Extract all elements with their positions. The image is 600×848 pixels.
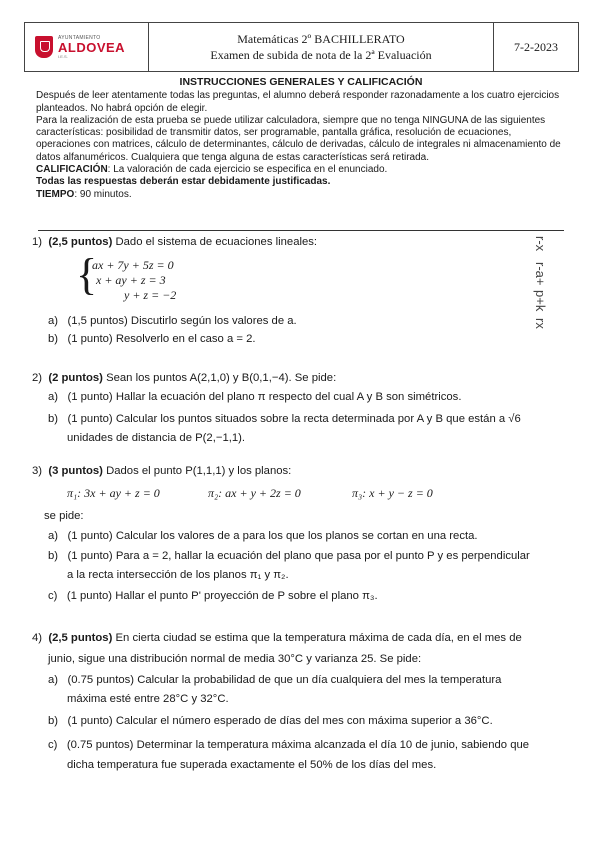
q4-part-a [48,671,501,689]
q3-part-a [48,527,478,545]
q3a-text: Calcular los valores de a para los que los planos se cortan en una recta. [115,530,478,542]
time-label: TIEMPO [36,188,75,200]
school-logo [25,23,149,71]
q2-points: (2 puntos) [48,372,103,384]
q4-part-a-cont: máxima esté entre 28°C y 32°C. [67,693,229,705]
q1-eq1: ax + 7y + 5z = 0 [92,258,174,272]
q3b-text: Para a = 2, hallar la ecuación del plano que pasa por el punto P y es perpendicular [115,550,530,562]
q1a-text: Discutirlo según los valores de a. [130,315,297,327]
plane-3: π₃: x + y − z = 0 [352,486,433,500]
q2a-text: Hallar la ecuación del plano π respecto del cual A y B son simétricos. [115,391,462,403]
justify-line [36,176,566,188]
q1-part-b [48,330,256,348]
q2b-points: (1 punto) [67,413,113,425]
q4a-text: Calcular la probabilidad de que un día cualquiera del mes la temperatura [137,674,502,686]
grading-text: : La valoración de cada ejercicio se especifica en el enunciado. [107,164,388,176]
q2-text: Sean los puntos A(2,1,0) y B(0,1,−4). Se pide: [106,372,337,384]
q3a-points: (1 punto) [67,530,113,542]
margin-note-3: p+k [533,290,548,312]
q1-part-a [48,312,297,330]
q2-part-a [48,388,461,406]
q2b-text: Calcular los puntos situados sobre la recta determinada por A y B que están a √6 [115,413,521,425]
q2-part-b [48,410,521,428]
plane-2: π₂: ax + y + 2z = 0 [208,486,301,500]
q3c-text: Hallar el punto P' proyección de P sobre el plano π₃. [115,590,378,602]
divider [38,230,564,231]
exam-title: Matemáticas 2º BACHILLERATO [237,31,405,46]
logo-name: ALDOVEA [58,39,126,55]
q4-number: 4) [32,632,43,644]
q4-part-c-cont: dicha temperatura fue superada exactamente el 50% de los días del mes. [67,759,437,771]
q1-text: Dado el sistema de ecuaciones lineales: [115,236,318,248]
q3a-label: a) [48,530,59,542]
exam-header [24,22,579,72]
q2a-points: (1 punto) [67,391,113,403]
q4b-text: Calcular el número esperado de días del mes con máxima superior a 36°C. [115,715,493,727]
q2-part-b-cont: unidades de distancia de P(2,−1,1). [67,432,246,444]
q4a-points: (0.75 puntos) [67,674,135,686]
q3-part-b [48,547,530,565]
q1b-text: Resolverlo en el caso a = 2. [115,333,256,345]
q1-eq2: x + ay + z = 3 [96,273,166,287]
q3c-points: (1 punto) [66,590,113,602]
q1-points: (2,5 puntos) [48,236,113,248]
q2-statement [32,369,336,387]
q3-se-pide: se pide: [44,510,84,522]
grading-line [36,164,566,176]
q4a-label: a) [48,674,59,686]
q4c-label: c) [48,739,58,751]
time-text: : 90 minutos. [74,188,132,200]
q3-part-b-cont: a la recta intersección de los planos π₁ y π₂. [67,569,289,581]
q1b-label: b) [48,333,59,345]
q4-statement-cont: junio, sigue una distribución normal de media 30°C y varianza 25. Se pide: [48,653,422,665]
q4c-points: (0.75 puntos) [66,739,134,751]
margin-note-2: r-a+ [533,262,548,286]
q3-text: Dados el punto P(1,1,1) y los planos: [106,465,292,477]
system-brace: { [76,250,98,299]
instructions-p2: Para la realización de esta prueba se puede utilizar calculadora, siempre que no tenga NINGUNA de las siguientes características: posibilidad de transmitir datos, ser programable, pantalla gráfica, resolución de ecuaciones, operaciones con matrices, cálculo de determinantes, cálculo de derivadas, cálculo de integrales ni almacenamiento de datos alfanuméricos. Cualquiera que tenga alguna de estas características será retirada. [36,114,561,163]
q1-number: 1) [32,236,43,248]
q1-eq3: y + z = −2 [124,288,177,302]
q4b-points: (1 punto) [67,715,113,727]
q3-statement [32,462,291,480]
q3-points: (3 puntos) [48,465,103,477]
q4b-label: b) [48,715,59,727]
shield-icon [35,36,53,58]
margin-note-4: rx [533,318,548,329]
q3-number: 3) [32,465,43,477]
q4-part-c [48,736,529,754]
q2b-label: b) [48,413,59,425]
q1b-points: (1 punto) [67,333,113,345]
q4-part-b [48,712,493,730]
justify-text: Todas las respuestas deberán estar debidamente justificadas. [36,176,331,188]
q1a-label: a) [48,315,59,327]
q1a-points: (1,5 puntos) [67,315,128,327]
margin-note-1: r-x [533,236,548,252]
q1-system [92,258,176,303]
instructions [36,76,566,201]
exam-title-block [149,23,494,71]
logo-small-text: AYUNTAMIENTO [58,34,101,41]
instructions-p1: Después de leer atentamente todas las preguntas, el alumno deberá responder razonadamente a los cuatro ejercicios planteados. No habrá opción de elegir. [36,90,560,114]
q4-text: En cierta ciudad se estima que la temperatura máxima de cada día, en el mes de [115,632,522,644]
q1-statement [32,233,317,251]
time-line [36,189,566,201]
q3c-label: c) [48,590,58,602]
plane-1: π₁: 3x + ay + z = 0 [67,486,160,500]
q3-part-c [48,587,378,605]
q4c-text: Determinar la temperatura máxima alcanzada el día 10 de junio, sabiendo que [136,739,530,751]
q2-number: 2) [32,372,43,384]
q4-points: (2,5 puntos) [48,632,113,644]
q3b-points: (1 punto) [67,550,113,562]
q2a-label: a) [48,391,59,403]
q3b-label: b) [48,550,59,562]
logo-tiny-text: I.E.S. [58,53,68,59]
exam-date: 7-2-2023 [514,39,558,54]
instructions-title: INSTRUCCIONES GENERALES Y CALIFICACIÓN [179,76,423,88]
grading-label: CALIFICACIÓN [36,164,108,176]
q4-statement [32,629,522,647]
exam-subtitle: Examen de subida de nota de la 2ª Evaluación [210,48,432,62]
